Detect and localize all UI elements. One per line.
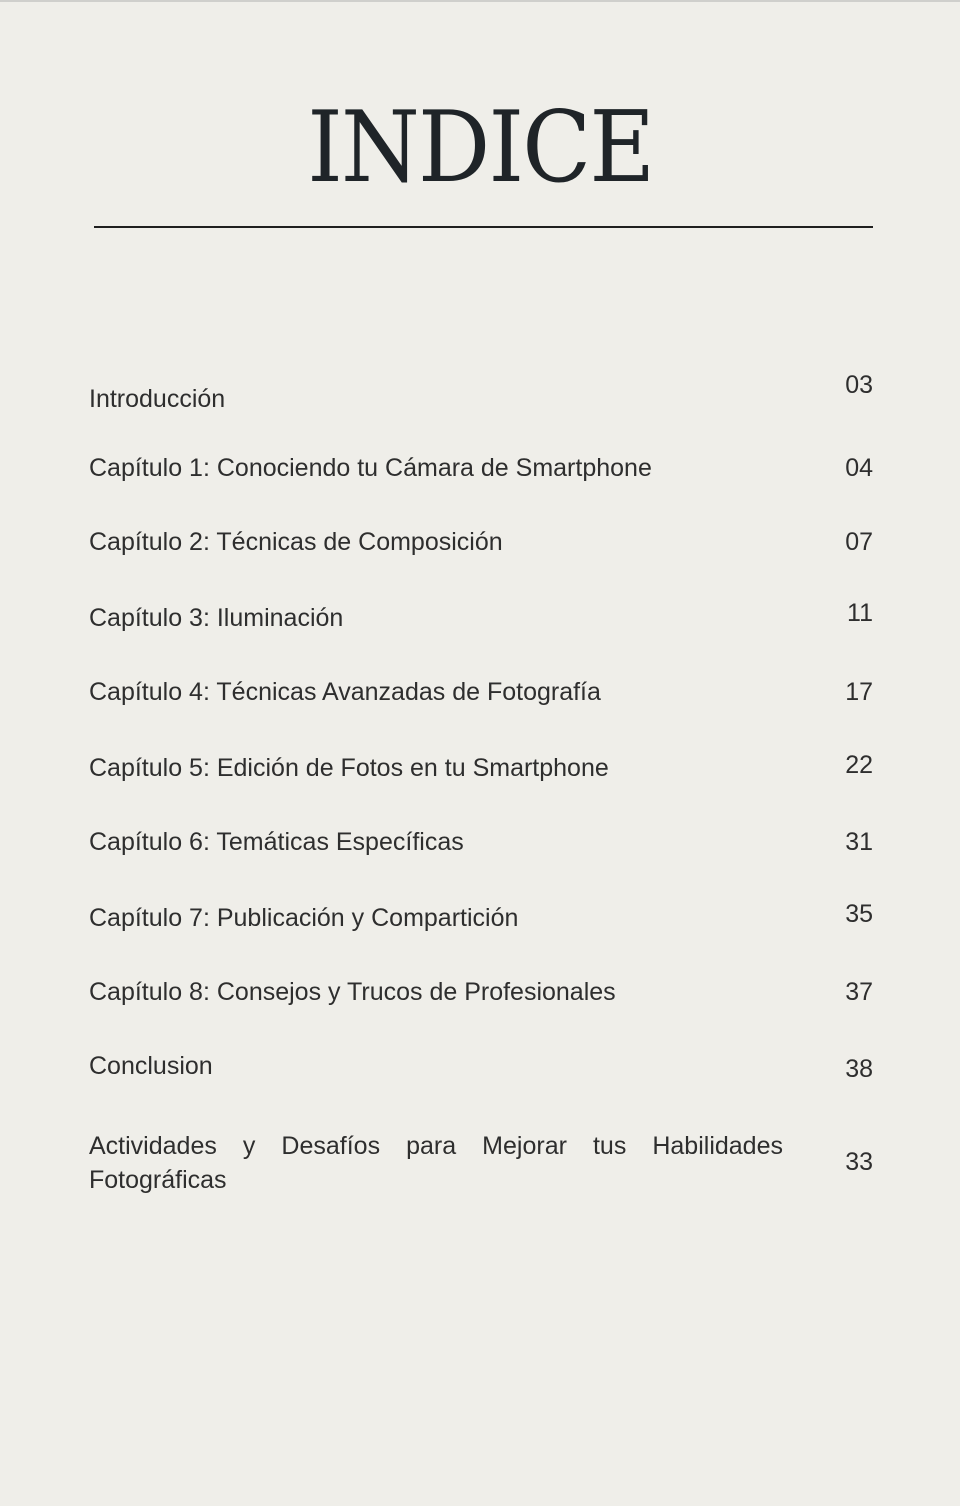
toc-entry-capitulo-7 — [89, 901, 873, 941]
toc-entry-capitulo-5 — [89, 751, 873, 791]
toc-entry-label: Capítulo 6: Temáticas Específicas — [89, 828, 464, 856]
toc-entry-capitulo-8 — [89, 975, 873, 1015]
toc-entry-page: 07 — [845, 528, 873, 556]
toc-entry-capitulo-4 — [89, 675, 873, 715]
toc-entry-conclusion — [89, 1049, 873, 1089]
toc-entry-label: Capítulo 3: Iluminación — [89, 604, 344, 632]
title-divider — [94, 226, 873, 228]
toc-entry-page: 35 — [845, 900, 873, 928]
toc-entry-label: Capítulo 4: Técnicas Avanzadas de Fotografía — [89, 678, 601, 706]
toc-entry-label: Conclusion — [89, 1052, 213, 1080]
toc-entry-actividades — [89, 1129, 873, 1201]
toc-entry-label: Capítulo 2: Técnicas de Composición — [89, 528, 503, 556]
toc-entry-label: Capítulo 7: Publicación y Compartición — [89, 904, 519, 932]
toc-entry-page: 03 — [845, 371, 873, 399]
toc-entry-label: Capítulo 8: Consejos y Trucos de Profesionales — [89, 978, 616, 1006]
toc-entry-capitulo-3 — [89, 601, 873, 641]
toc-entry-capitulo-1 — [89, 451, 873, 491]
toc-entry-label: Capítulo 5: Edición de Fotos en tu Smartphone — [89, 754, 609, 782]
toc-entry-page: 38 — [845, 1055, 873, 1083]
toc-entry-page: 33 — [845, 1148, 873, 1176]
top-edge-line — [0, 0, 960, 2]
toc-entry-label: Introducción — [89, 385, 226, 413]
toc-entry-label: Capítulo 1: Conociendo tu Cámara de Smartphone — [89, 454, 652, 482]
toc-entry-page: 31 — [845, 828, 873, 856]
toc-entry-label: Actividades y Desafíos para Mejorar tus Habilidades Fotográficas — [89, 1132, 783, 1194]
toc-entry-page: 22 — [845, 751, 873, 779]
toc-entry-page: 37 — [845, 978, 873, 1006]
toc-entry-page: 11 — [847, 599, 873, 627]
toc-entry-introduccion — [89, 371, 873, 420]
toc-entry-page: 04 — [845, 454, 873, 482]
toc-entry-capitulo-6 — [89, 825, 873, 865]
toc-entry-page: 17 — [845, 678, 873, 706]
page-title: INDICE — [307, 91, 654, 205]
toc-entry-capitulo-2 — [89, 525, 873, 565]
